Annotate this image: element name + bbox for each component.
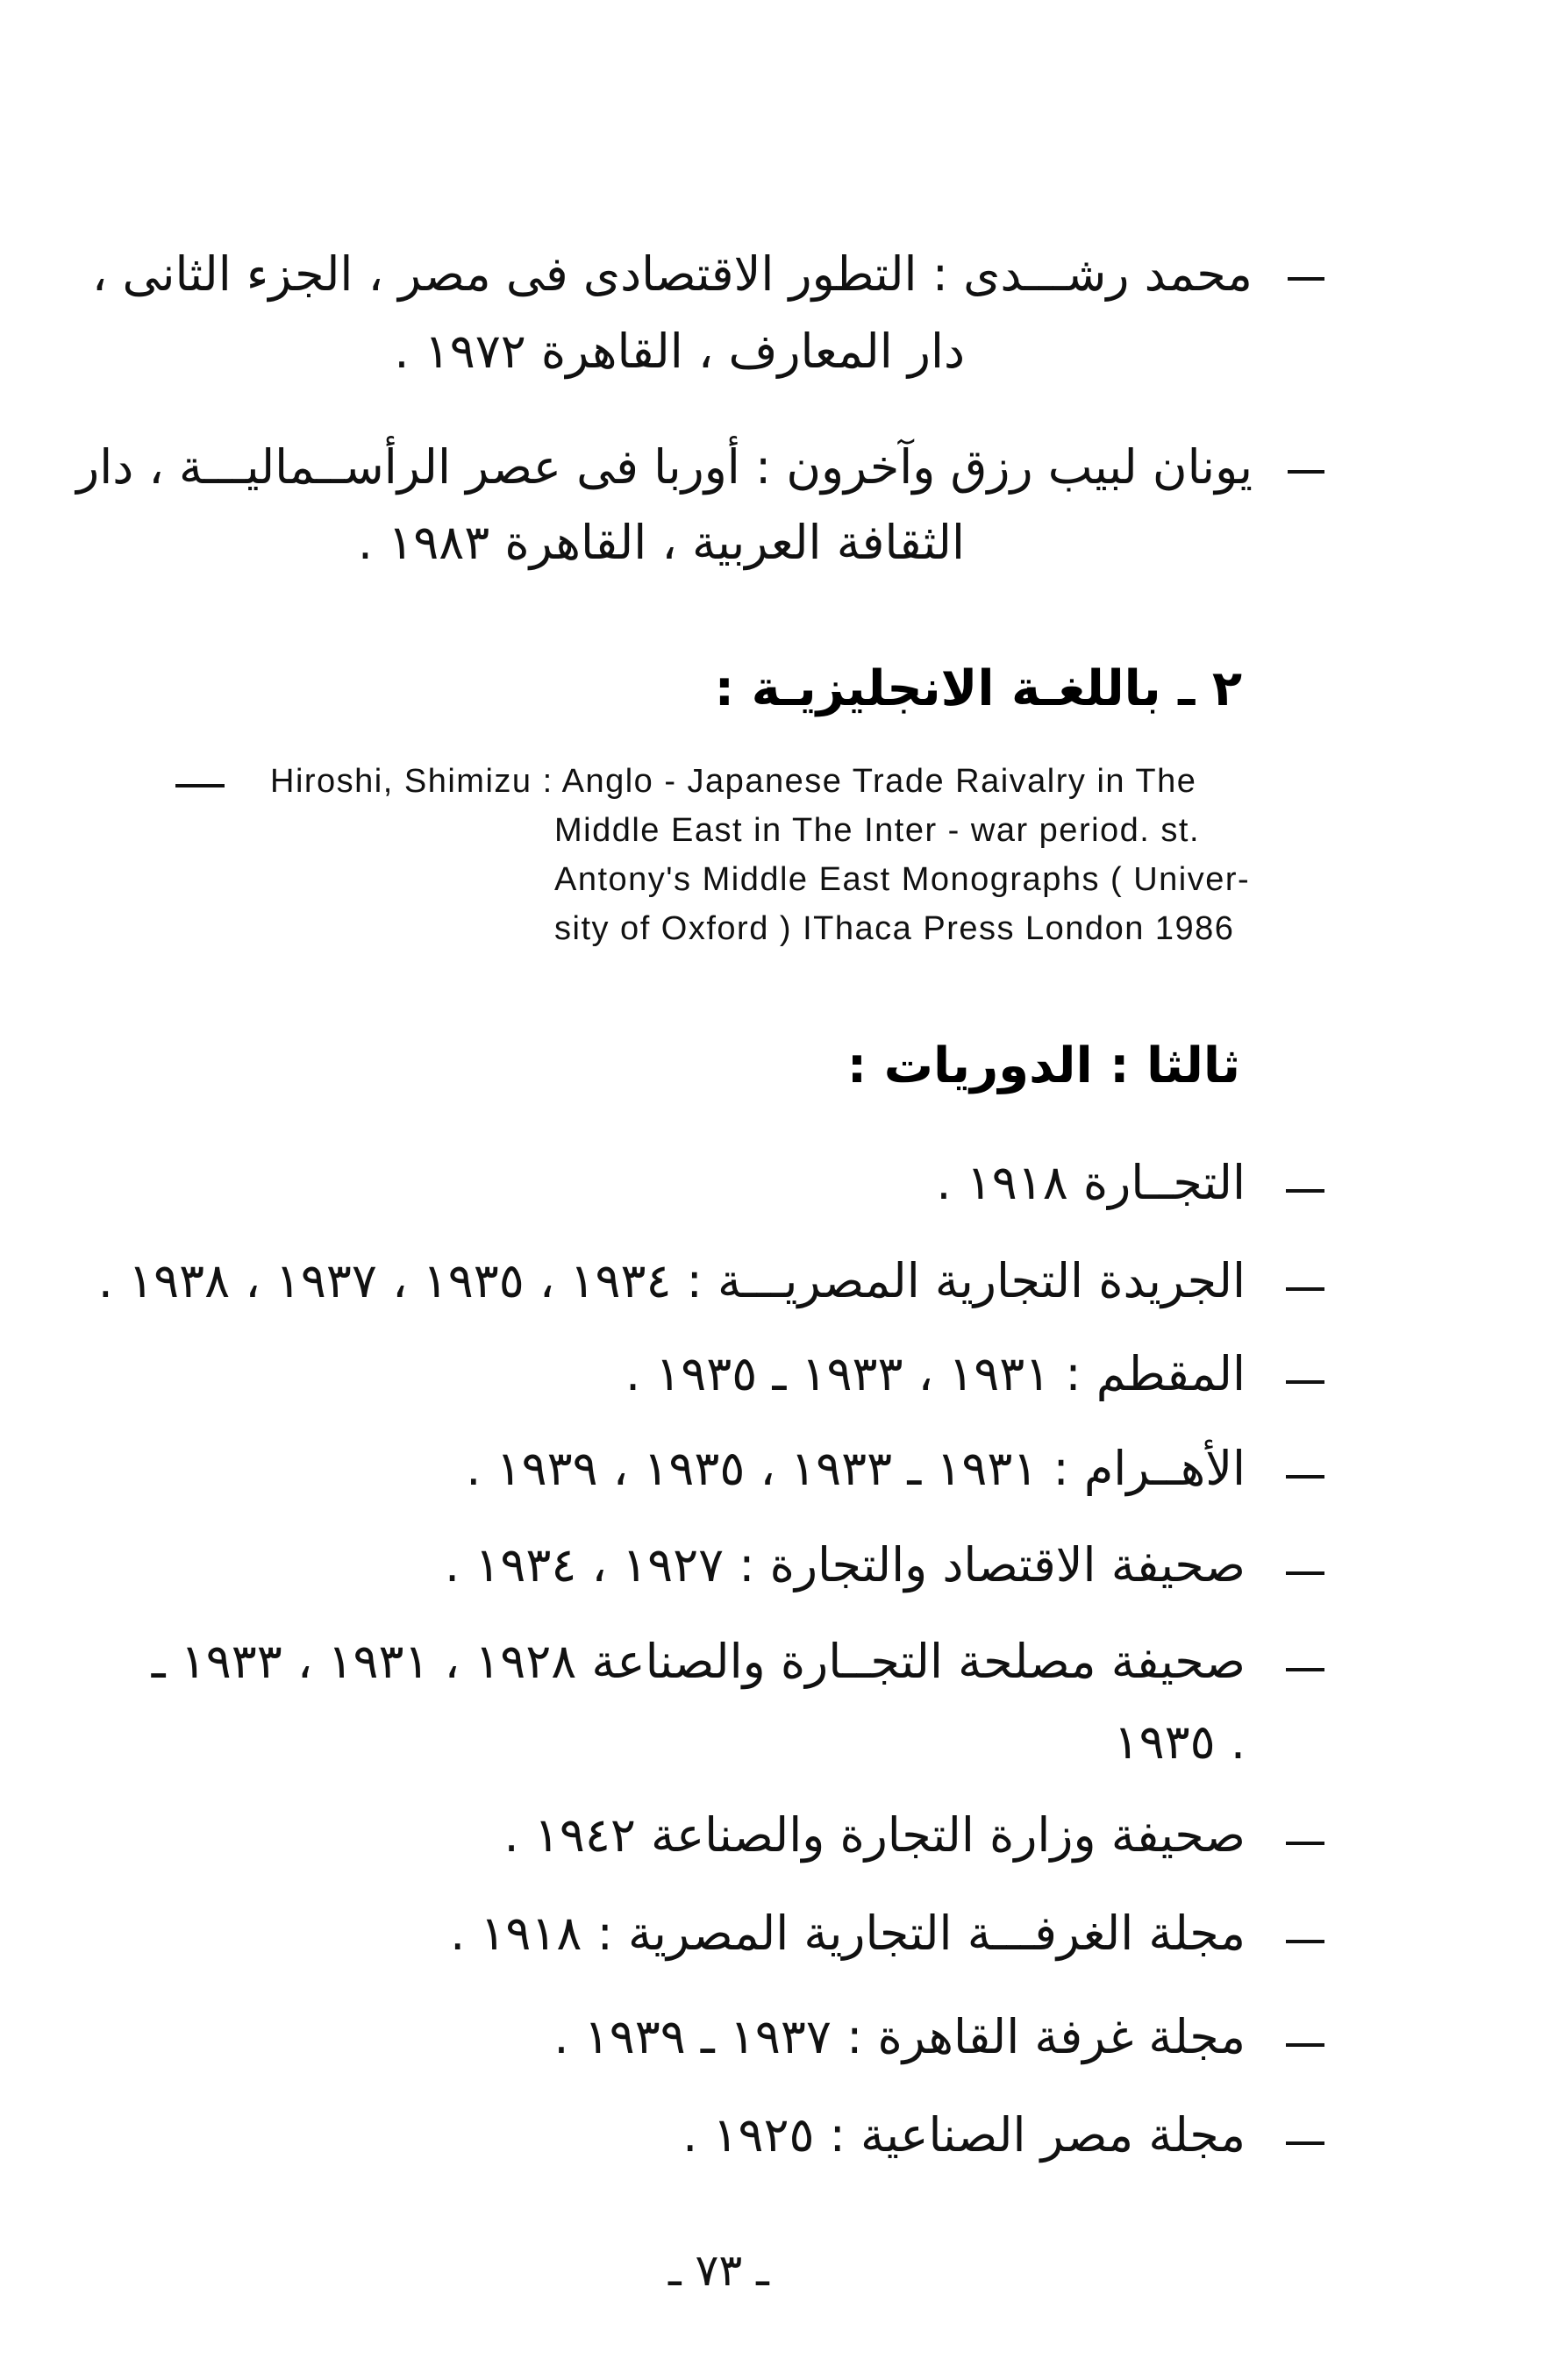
page-number: ـ ٧٣ ـ bbox=[668, 2245, 769, 2296]
reference-line: الثقافة العربية ، القاهرة ١٩٨٣ . bbox=[357, 515, 965, 570]
list-item: الأهــرام : ١٩٣١ ـ ١٩٣٣ ، ١٩٣٥ ، ١٩٣٩ . bbox=[466, 1441, 1246, 1496]
list-item: المقطم : ١٩٣١ ، ١٩٣٣ ـ ١٩٣٥ . bbox=[625, 1346, 1246, 1401]
section-heading: ثالثا : الدوريات : bbox=[846, 1037, 1240, 1094]
reference-line: sity of Oxford ) IThaca Press London 1986 bbox=[554, 910, 1235, 947]
list-dash bbox=[1288, 470, 1324, 474]
list-dash bbox=[1288, 277, 1324, 281]
reference-line: Antony's Middle East Monographs ( Univer- bbox=[554, 861, 1251, 898]
list-item: صحيفة مصلحة التجــارة والصناعة ١٩٢٨ ، ١٩٣١ ، ١٩٣٣ ـ bbox=[151, 1634, 1246, 1689]
list-item: ١٩٣٥ . bbox=[1113, 1714, 1246, 1770]
list-dash bbox=[1286, 1842, 1324, 1845]
reference-line: دار المعارف ، القاهرة ١٩٧٢ . bbox=[394, 324, 965, 379]
reference-line: Middle East in The Inter - war period. st. bbox=[554, 812, 1201, 849]
list-dash bbox=[1286, 1475, 1324, 1479]
list-dash bbox=[1286, 1571, 1324, 1575]
list-dash bbox=[1286, 1189, 1324, 1193]
list-item: مجلة مصر الصناعية : ١٩٢٥ . bbox=[682, 2107, 1246, 2163]
list-dash bbox=[1286, 2043, 1324, 2047]
section-heading: ٢ ـ باللغـة الانجليزيـة : bbox=[714, 660, 1242, 717]
list-item: صحيفة الاقتصاد والتجارة : ١٩٢٧ ، ١٩٣٤ . bbox=[444, 1537, 1246, 1593]
list-item: مجلة غرفة القاهرة : ١٩٣٧ ـ ١٩٣٩ . bbox=[553, 2009, 1246, 2064]
list-item: التجــارة ١٩١٨ . bbox=[936, 1155, 1246, 1210]
list-item: الجريدة التجارية المصريـــة : ١٩٣٤ ، ١٩٣٥ ، ١٩٣٧ ، ١٩٣٨ . bbox=[97, 1253, 1246, 1308]
list-dash bbox=[1286, 2141, 1324, 2145]
list-dash bbox=[1286, 1287, 1324, 1291]
list-item: مجلة الغرفـــة التجارية المصرية : ١٩١٨ . bbox=[450, 1906, 1246, 1961]
reference-line: يونان لبيب رزق وآخرون : أوربا فى عصر الرأســماليـــة ، دار bbox=[76, 439, 1253, 495]
list-dash bbox=[175, 784, 225, 787]
list-dash bbox=[1286, 1940, 1324, 1943]
list-dash bbox=[1286, 1668, 1324, 1671]
list-item: صحيفة وزارة التجارة والصناعة ١٩٤٢ . bbox=[503, 1807, 1246, 1863]
reference-line: Hiroshi, Shimizu : Anglo - Japanese Trade Raivalry in The bbox=[270, 763, 1197, 800]
reference-line: محمد رشـــدى : التطور الاقتصادى فى مصر ، الجزء الثانى ، bbox=[91, 246, 1253, 302]
list-dash bbox=[1286, 1380, 1324, 1384]
